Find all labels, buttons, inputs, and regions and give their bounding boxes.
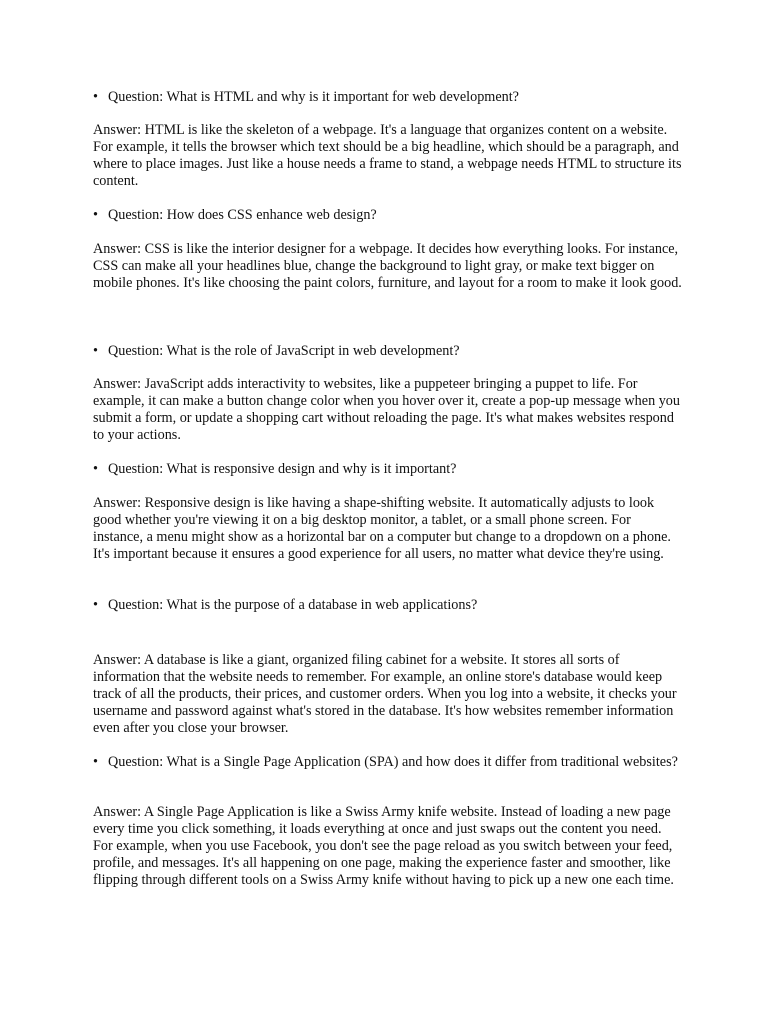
question-5 bbox=[93, 597, 693, 614]
bullet-icon: • bbox=[93, 597, 98, 613]
question-3 bbox=[93, 343, 693, 360]
question-text: Question: What is HTML and why is it important for web development? bbox=[108, 89, 519, 105]
answer-2: Answer: CSS is like the interior designer for a webpage. It decides how everything looks. For instance, CSS can make all your headlines blue, change the background to light gray, or make text bigger on mobile phones. It's like choosing the paint colors, furniture, and layout for a room to make it look good. bbox=[93, 241, 682, 291]
question-6 bbox=[93, 754, 693, 771]
question-4 bbox=[93, 461, 693, 478]
answer-4: Answer: Responsive design is like having a shape-shifting website. It automatically adjusts to look good whether you're viewing it on a big desktop monitor, a tablet, or a small phone screen. For instance, a menu might show as a horizontal bar on a computer but change to a dropdown on a phone. It's important because it ensures a good experience for all users, no matter what device they're using. bbox=[93, 495, 671, 562]
answer-6: Answer: A Single Page Application is like a Swiss Army knife website. Instead of loading a new page every time you click something, it loads everything at once and just swaps out the content you need. For example, when you use Facebook, you don't see the page reload as you switch between your feed, profile, and messages. It's all happening on one page, making the experience faster and smoother, like flipping through different tools on a Swiss Army knife without having to pick up a new one each time. bbox=[93, 804, 674, 888]
bullet-icon: • bbox=[93, 461, 98, 477]
bullet-icon: • bbox=[93, 754, 98, 770]
bullet-icon: • bbox=[93, 343, 98, 359]
question-text: Question: What is responsive design and why is it important? bbox=[108, 461, 457, 477]
answer-3: Answer: JavaScript adds interactivity to websites, like a puppeteer bringing a puppet to life. For example, it can make a button change color when you hover over it, create a pop-up message when you submit a form, or update a shopping cart without reloading the page. It's what makes websites respond to your actions. bbox=[93, 376, 680, 443]
question-text: Question: How does CSS enhance web design? bbox=[108, 207, 377, 223]
question-2 bbox=[93, 207, 693, 224]
question-text: Question: What is the purpose of a database in web applications? bbox=[108, 597, 478, 613]
question-1 bbox=[93, 89, 693, 106]
bullet-icon: • bbox=[93, 207, 98, 223]
answer-1: Answer: HTML is like the skeleton of a webpage. It's a language that organizes content on a website. For example, it tells the browser which text should be a big headline, which should be a paragraph, and where to place images. Just like a house needs a frame to stand, a webpage needs HTML to structure its content. bbox=[93, 122, 682, 189]
answer-5: Answer: A database is like a giant, organized filing cabinet for a website. It stores all sorts of information that the website needs to remember. For example, an online store's database would keep track of all the products, their prices, and customer orders. When you log into a website, it checks your username and password against what's stored in the database. It's how websites remember information even after you close your browser. bbox=[93, 652, 677, 736]
bullet-icon: • bbox=[93, 89, 98, 105]
question-text: Question: What is the role of JavaScript in web development? bbox=[108, 343, 460, 359]
question-text: Question: What is a Single Page Application (SPA) and how does it differ from traditional websites? bbox=[108, 754, 678, 770]
